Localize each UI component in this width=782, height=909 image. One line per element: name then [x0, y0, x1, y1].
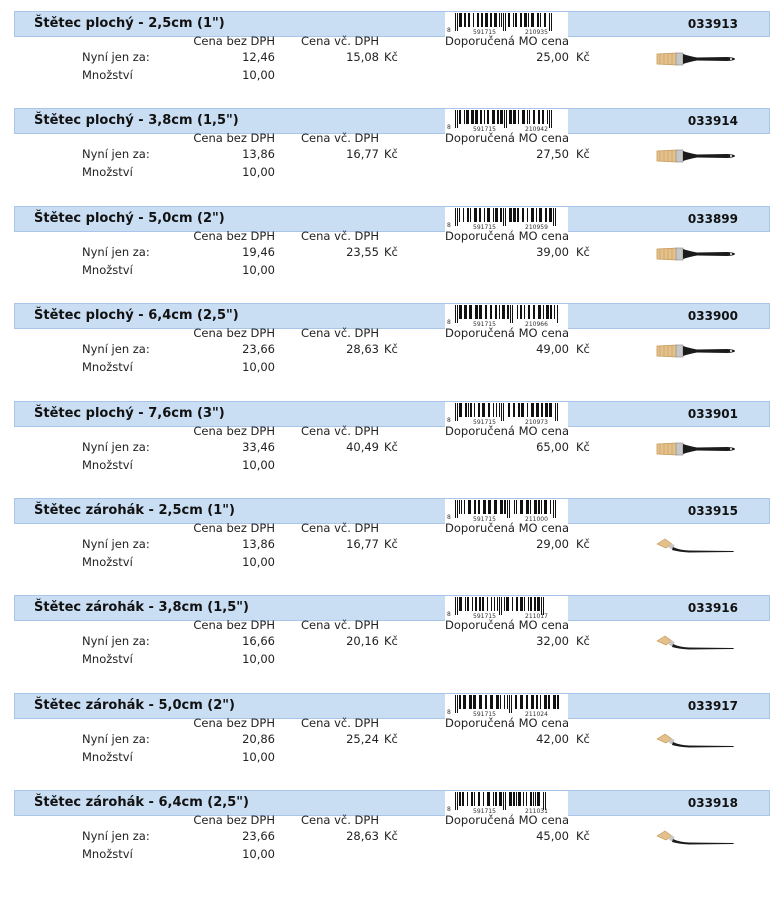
flat-paint-brush-icon: [655, 145, 739, 167]
quantity-value: 10,00: [242, 68, 275, 82]
price-vat-heading: Cena vč. DPH: [301, 715, 379, 730]
price-vat-value: 25,24: [346, 731, 379, 746]
price-vat-heading: Cena vč. DPH: [301, 34, 379, 48]
product-title: Štětec plochý - 7,6cm (3"): [34, 405, 225, 421]
price-no-vat-value: 23,66: [242, 342, 275, 357]
price-vat-heading: Cena vč. DPH: [301, 131, 379, 146]
product-header: [14, 206, 770, 232]
recommended-price-value: 65,00: [536, 439, 569, 454]
barcode-first-digit: 8: [447, 416, 451, 424]
barcode-right-digits: 211017: [525, 613, 548, 621]
price-vat-heading: Cena vč. DPH: [301, 618, 379, 633]
price-no-vat-heading: Cena bez DPH: [193, 228, 275, 243]
angled-sash-brush-icon: [655, 730, 739, 752]
product-header: [14, 498, 770, 524]
price-no-vat-value: 16,66: [242, 634, 275, 649]
currency-label: Kč: [384, 634, 398, 649]
product-code: 033917: [687, 698, 738, 713]
product-code: 033899: [687, 211, 738, 226]
quantity-value: 10,00: [242, 749, 275, 764]
currency-label: Kč: [576, 342, 590, 357]
price-no-vat-value: 12,46: [242, 50, 275, 64]
quantity-value: 10,00: [242, 554, 275, 569]
quantity-value: 10,00: [242, 360, 275, 375]
product-title: Štětec zárohák - 3,8cm (1,5"): [34, 600, 249, 616]
angled-sash-brush-icon: [655, 535, 739, 557]
product-header: [14, 108, 770, 134]
product-row-033916: [0, 584, 782, 681]
product-code: 033914: [687, 114, 738, 129]
barcode-first-digit: 8: [447, 27, 451, 34]
product-code: 033901: [687, 406, 738, 421]
price-no-vat-heading: Cena bez DPH: [193, 326, 275, 341]
barcode-left-digits: 591715: [473, 808, 496, 816]
currency-label: Kč: [384, 50, 398, 64]
barcode-right-digits: 210966: [525, 321, 548, 329]
price-vat-value: 16,77: [346, 147, 379, 162]
barcode-right-digits: 211000: [525, 515, 548, 523]
recommended-price-heading: Doporučená MO cena: [445, 618, 569, 633]
quantity-label: Množství: [82, 652, 133, 667]
flat-paint-brush-icon: [655, 340, 739, 362]
price-vat-heading: Cena vč. DPH: [301, 423, 379, 438]
brush-icon: [655, 632, 739, 654]
price-no-vat-value: 23,66: [242, 829, 275, 844]
quantity-label: Množství: [82, 262, 133, 277]
recommended-price-heading: Doporučená MO cena: [445, 813, 569, 828]
price-vat-heading: Cena vč. DPH: [301, 520, 379, 535]
barcode-first-digit: 8: [447, 319, 451, 327]
angled-sash-brush-icon: [655, 632, 739, 654]
price-no-vat-value: 33,46: [242, 439, 275, 454]
recommended-price-value: 45,00: [536, 829, 569, 844]
product-title: Štětec plochý - 3,8cm (1,5"): [34, 113, 239, 129]
barcode-right-digits: 210942: [525, 126, 548, 134]
price-vat-heading: Cena vč. DPH: [301, 813, 379, 828]
currency-label: Kč: [576, 244, 590, 259]
price-vat-heading: Cena vč. DPH: [301, 228, 379, 243]
quantity-value: 10,00: [242, 847, 275, 862]
price-no-vat-value: 20,86: [242, 731, 275, 746]
recommended-price-value: 25,00: [536, 50, 569, 64]
currency-label: Kč: [384, 731, 398, 746]
product-header: [14, 401, 770, 427]
price-vat-value: 23,55: [346, 244, 379, 259]
currency-label: Kč: [384, 244, 398, 259]
recommended-price-heading: Doporučená MO cena: [445, 131, 569, 146]
flat-paint-brush-icon: [655, 243, 739, 265]
brush-icon: [655, 730, 739, 752]
barcode-first-digit: 8: [447, 611, 451, 619]
recommended-price-heading: Doporučená MO cena: [445, 715, 569, 730]
price-vat-value: 16,77: [346, 536, 379, 551]
currency-label: Kč: [576, 50, 590, 64]
currency-label: Kč: [576, 634, 590, 649]
flat-paint-brush-icon: [655, 438, 739, 460]
price-vat-value: 20,16: [346, 634, 379, 649]
quantity-value: 10,00: [242, 457, 275, 472]
product-row-033917: [0, 682, 782, 779]
barcode-right-digits: 210935: [525, 29, 548, 36]
product-header: [14, 11, 770, 37]
product-row-033914: [0, 97, 782, 194]
product-row-033913: [0, 0, 782, 97]
price-vat-value: 15,08: [346, 50, 379, 64]
currency-label: Kč: [576, 439, 590, 454]
recommended-price-heading: Doporučená MO cena: [445, 326, 569, 341]
currency-label: Kč: [384, 829, 398, 844]
quantity-label: Množství: [82, 457, 133, 472]
product-title: Štětec plochý - 5,0cm (2"): [34, 210, 225, 226]
currency-label: Kč: [576, 536, 590, 551]
currency-label: Kč: [384, 439, 398, 454]
product-title: Štětec plochý - 2,5cm (1"): [34, 16, 225, 31]
brush-icon: [655, 145, 739, 167]
now-only-label: Nyní jen za:: [82, 731, 150, 746]
recommended-price-value: 42,00: [536, 731, 569, 746]
quantity-label: Množství: [82, 554, 133, 569]
barcode-left-digits: 591715: [473, 613, 496, 621]
price-no-vat-heading: Cena bez DPH: [193, 715, 275, 730]
quantity-value: 10,00: [242, 165, 275, 180]
currency-label: Kč: [384, 342, 398, 357]
brush-icon: [655, 243, 739, 265]
flat-paint-brush-icon: [655, 48, 739, 70]
barcode-first-digit: 8: [447, 806, 451, 814]
barcode-first-digit: 8: [447, 221, 451, 229]
barcode-first-digit: 8: [447, 124, 451, 132]
recommended-price-heading: Doporučená MO cena: [445, 228, 569, 243]
product-row-033915: [0, 487, 782, 584]
recommended-price-value: 39,00: [536, 244, 569, 259]
barcode-right-digits: 210973: [525, 418, 548, 426]
angled-sash-brush-icon: [655, 827, 739, 849]
currency-label: Kč: [384, 147, 398, 162]
price-no-vat-heading: Cena bez DPH: [193, 813, 275, 828]
barcode-left-digits: 591715: [473, 29, 496, 36]
brush-icon: [655, 827, 739, 849]
price-vat-value: 40,49: [346, 439, 379, 454]
price-no-vat-heading: Cena bez DPH: [193, 34, 275, 48]
price-no-vat-value: 13,86: [242, 147, 275, 162]
recommended-price-value: 32,00: [536, 634, 569, 649]
quantity-label: Množství: [82, 749, 133, 764]
recommended-price-value: 49,00: [536, 342, 569, 357]
recommended-price-heading: Doporučená MO cena: [445, 423, 569, 438]
product-header: [14, 790, 770, 816]
price-vat-value: 28,63: [346, 829, 379, 844]
now-only-label: Nyní jen za:: [82, 439, 150, 454]
currency-label: Kč: [384, 536, 398, 551]
quantity-label: Množství: [82, 360, 133, 375]
now-only-label: Nyní jen za:: [82, 147, 150, 162]
price-no-vat-value: 13,86: [242, 536, 275, 551]
quantity-value: 10,00: [242, 652, 275, 667]
barcode-first-digit: 8: [447, 513, 451, 521]
quantity-label: Množství: [82, 165, 133, 180]
price-vat-value: 28,63: [346, 342, 379, 357]
price-no-vat-heading: Cena bez DPH: [193, 423, 275, 438]
price-no-vat-heading: Cena bez DPH: [193, 131, 275, 146]
product-header: [14, 693, 770, 719]
barcode-left-digits: 591715: [473, 321, 496, 329]
product-code: 033918: [687, 796, 738, 811]
barcode-first-digit: 8: [447, 708, 451, 716]
brush-icon: [655, 438, 739, 460]
quantity-label: Množství: [82, 847, 133, 862]
barcode-left-digits: 591715: [473, 126, 496, 134]
recommended-price-value: 27,50: [536, 147, 569, 162]
product-row-033899: [0, 195, 782, 292]
now-only-label: Nyní jen za:: [82, 634, 150, 649]
product-row-033918: [0, 779, 782, 876]
product-code: 033916: [687, 601, 738, 616]
barcode-left-digits: 591715: [473, 223, 496, 231]
brush-icon: [655, 340, 739, 362]
product-title: Štětec plochý - 6,4cm (2,5"): [34, 308, 239, 324]
barcode-right-digits: 211031: [525, 808, 548, 816]
currency-label: Kč: [576, 829, 590, 844]
price-no-vat-value: 19,46: [242, 244, 275, 259]
product-title: Štětec zárohák - 6,4cm (2,5"): [34, 795, 249, 811]
currency-label: Kč: [576, 731, 590, 746]
now-only-label: Nyní jen za:: [82, 50, 150, 64]
barcode-right-digits: 211024: [525, 710, 548, 718]
price-no-vat-heading: Cena bez DPH: [193, 618, 275, 633]
recommended-price-heading: Doporučená MO cena: [445, 34, 569, 48]
quantity-value: 10,00: [242, 262, 275, 277]
product-row-033900: [0, 292, 782, 389]
product-code: 033913: [687, 17, 738, 31]
now-only-label: Nyní jen za:: [82, 829, 150, 844]
price-no-vat-heading: Cena bez DPH: [193, 520, 275, 535]
product-header: [14, 303, 770, 329]
brush-icon: [655, 48, 739, 70]
now-only-label: Nyní jen za:: [82, 536, 150, 551]
recommended-price-heading: Doporučená MO cena: [445, 520, 569, 535]
currency-label: Kč: [576, 147, 590, 162]
barcode-left-digits: 591715: [473, 418, 496, 426]
product-row-033901: [0, 390, 782, 487]
barcode-left-digits: 591715: [473, 515, 496, 523]
quantity-label: Množství: [82, 68, 133, 82]
price-vat-heading: Cena vč. DPH: [301, 326, 379, 341]
barcode-left-digits: 591715: [473, 710, 496, 718]
product-code: 033915: [687, 503, 738, 518]
brush-icon: [655, 535, 739, 557]
product-title: Štětec zárohák - 5,0cm (2"): [34, 697, 235, 713]
product-header: [14, 595, 770, 621]
recommended-price-value: 29,00: [536, 536, 569, 551]
product-code: 033900: [687, 309, 738, 324]
now-only-label: Nyní jen za:: [82, 342, 150, 357]
barcode-right-digits: 210959: [525, 223, 548, 231]
now-only-label: Nyní jen za:: [82, 244, 150, 259]
product-title: Štětec zárohák - 2,5cm (1"): [34, 502, 235, 518]
